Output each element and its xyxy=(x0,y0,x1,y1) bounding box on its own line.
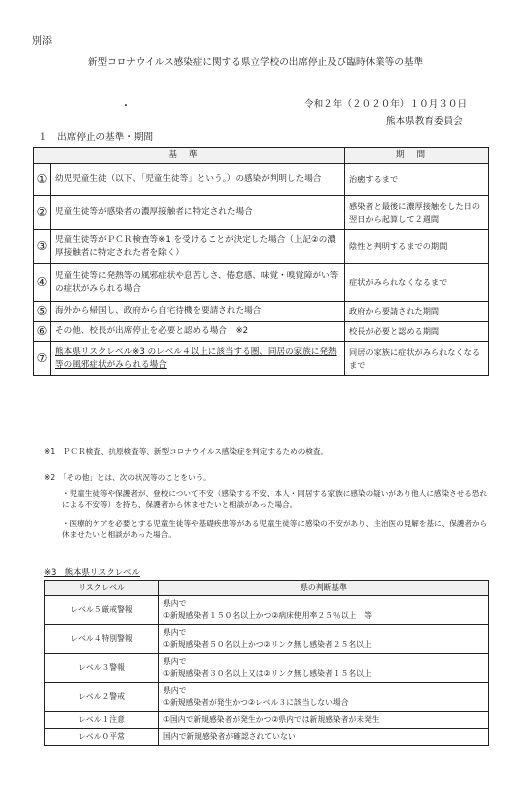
table-row xyxy=(45,596,489,625)
risk-criteria xyxy=(159,596,489,625)
row-criteria: 海外から帰国し、政府から自宅待機を要請された場合 xyxy=(51,302,345,322)
row-period: 陰性と判明するまでの期間 xyxy=(345,230,489,264)
table-row xyxy=(34,302,489,322)
col-criteria-header: 県の判断基準 xyxy=(159,581,489,596)
table-row xyxy=(34,196,489,230)
table-row xyxy=(45,712,489,729)
row-number: ⑦ xyxy=(34,342,51,376)
footnote-2: ※2 「その他」とは、次の状況等のことをいう。 xyxy=(44,473,211,482)
row-period: 校長が必要と認める期間 xyxy=(345,322,489,342)
table-header-row xyxy=(45,581,489,596)
table-row xyxy=(34,264,489,302)
row-number: ② xyxy=(34,196,51,230)
attachment-label: 別添 xyxy=(32,36,52,47)
row-criteria: 児童生徒等がＰＣＲ検査等※1 を受けることが決定した場合（上記②の濃厚接触者に特定された者を除く） xyxy=(51,230,345,264)
table-row xyxy=(34,322,489,342)
table-row xyxy=(45,625,489,654)
col-level-header: リスクレベル xyxy=(45,581,159,596)
row-criteria: 児童生徒等が感染者の濃厚接触者に特定された場合 xyxy=(51,196,345,230)
row-criteria: その他、校長が出席停止を必要と認める場合 ※2 xyxy=(51,322,345,342)
col-criteria-header: 基準 xyxy=(34,148,345,164)
risk-level: レベル０平常 xyxy=(45,729,159,746)
table-row xyxy=(34,230,489,264)
table-row xyxy=(45,729,489,746)
criteria-line: 県内で xyxy=(163,686,187,695)
footnote-1: ※1 ＰＣＲ検査、抗原検査等、新型コロナウイルス感染症を判定するための検査。 xyxy=(44,447,329,456)
criteria-line: 県内で xyxy=(163,628,187,637)
row-period: 同居の家族に症状がみられなくなるまで xyxy=(345,342,489,376)
risk-level: レベル３警報 xyxy=(45,654,159,683)
risk-criteria xyxy=(159,625,489,654)
stray-mark: ・ xyxy=(121,101,131,112)
row-criteria: 熊本県リスクレベル※3 のレベル４以上に該当する圏、同居の家族に発熱等の風邪症状がみられる場合 xyxy=(51,342,345,376)
col-period-header: 期間 xyxy=(345,148,489,164)
row-period: 治癒するまで xyxy=(345,164,489,196)
risk-criteria xyxy=(159,654,489,683)
risk-level: レベル２警戒 xyxy=(45,683,159,712)
row-criteria: 幼児児童生徒（以下、「児童生徒等」という。）の感染が判明した場合 xyxy=(51,164,345,196)
row-criteria: 児童生徒等に発熱等の風邪症状や息苦しさ、倦怠感、味覚・嗅覚障がい等の症状がみられる場合 xyxy=(51,264,345,302)
table-row xyxy=(45,654,489,683)
row-period: 政府から要請された期間 xyxy=(345,302,489,322)
table-header-row xyxy=(34,148,489,164)
risk-level: レベル１注意 xyxy=(45,712,159,729)
risk-level: レベル５厳戒警報 xyxy=(45,596,159,625)
section3-heading: ※3 熊本県リスクレベル xyxy=(44,567,140,577)
row-number: ④ xyxy=(34,264,51,302)
row-number: ⑤ xyxy=(34,302,51,322)
criteria-line: ①新規感染者１５０名以上かつ②病床使用率２５％以上 等 xyxy=(163,611,372,620)
criteria-line: ①新規感染者３０名以上又は②リンク無し感染者１５名以上 xyxy=(163,669,372,678)
issue-date: 令和２年（２０２０年）１０月３０日 xyxy=(304,99,468,110)
risk-criteria: 国内で新規感染者が確認されていない xyxy=(159,729,489,746)
row-number: ① xyxy=(34,164,51,196)
risk-criteria xyxy=(159,683,489,712)
footnote-2-item-2: ・医療的ケアを必要とする児童生徒等や基礎疾患等がある児童生徒等に感染の不安があり、主治医の見解を基に、保護者から休ませたいと相談があった場合。 xyxy=(62,519,488,539)
section1-heading: １ 出席停止の基準・期間 xyxy=(38,132,154,143)
table-row xyxy=(34,342,489,376)
criteria-line: 県内で xyxy=(163,657,187,666)
row-number: ⑥ xyxy=(34,322,51,342)
risk-level: レベル４特別警報 xyxy=(45,625,159,654)
risk-criteria: ①国内で新規感染者が発生かつ②県内では新規感染者が未発生 xyxy=(159,712,489,729)
criteria-line: 県内で xyxy=(163,599,187,608)
issuer: 熊本県教育委員会 xyxy=(386,116,463,127)
table-row xyxy=(45,683,489,712)
row-period: 症状がみられなくなるまで xyxy=(345,264,489,302)
attendance-suspension-table xyxy=(33,147,489,376)
footnote-2-item-1: ・児童生徒等や保護者が、登校について不安（感染する不安、本人・同居する家族に感染の疑いがあり他人に感染させる恐れによる不安等）を持ち、保護者から休ませたいと相談があった場合。 xyxy=(62,489,488,509)
row-period: 感染者と最後に濃厚接触をした日の翌日から起算して２週間 xyxy=(345,196,489,230)
row-number: ③ xyxy=(34,230,51,264)
criteria-line: ①新規感染者が発生かつ②レベル３に該当しない場合 xyxy=(163,698,349,707)
page-title: 新型コロナウイルス感染症に関する県立学校の出席停止及び臨時休業等の基準 xyxy=(87,57,424,68)
risk-level-table xyxy=(44,580,489,746)
table-row xyxy=(34,164,489,196)
criteria-line: ①新規感染者５０名以上かつ②リンク無し感染者２５名以上 xyxy=(163,640,372,649)
